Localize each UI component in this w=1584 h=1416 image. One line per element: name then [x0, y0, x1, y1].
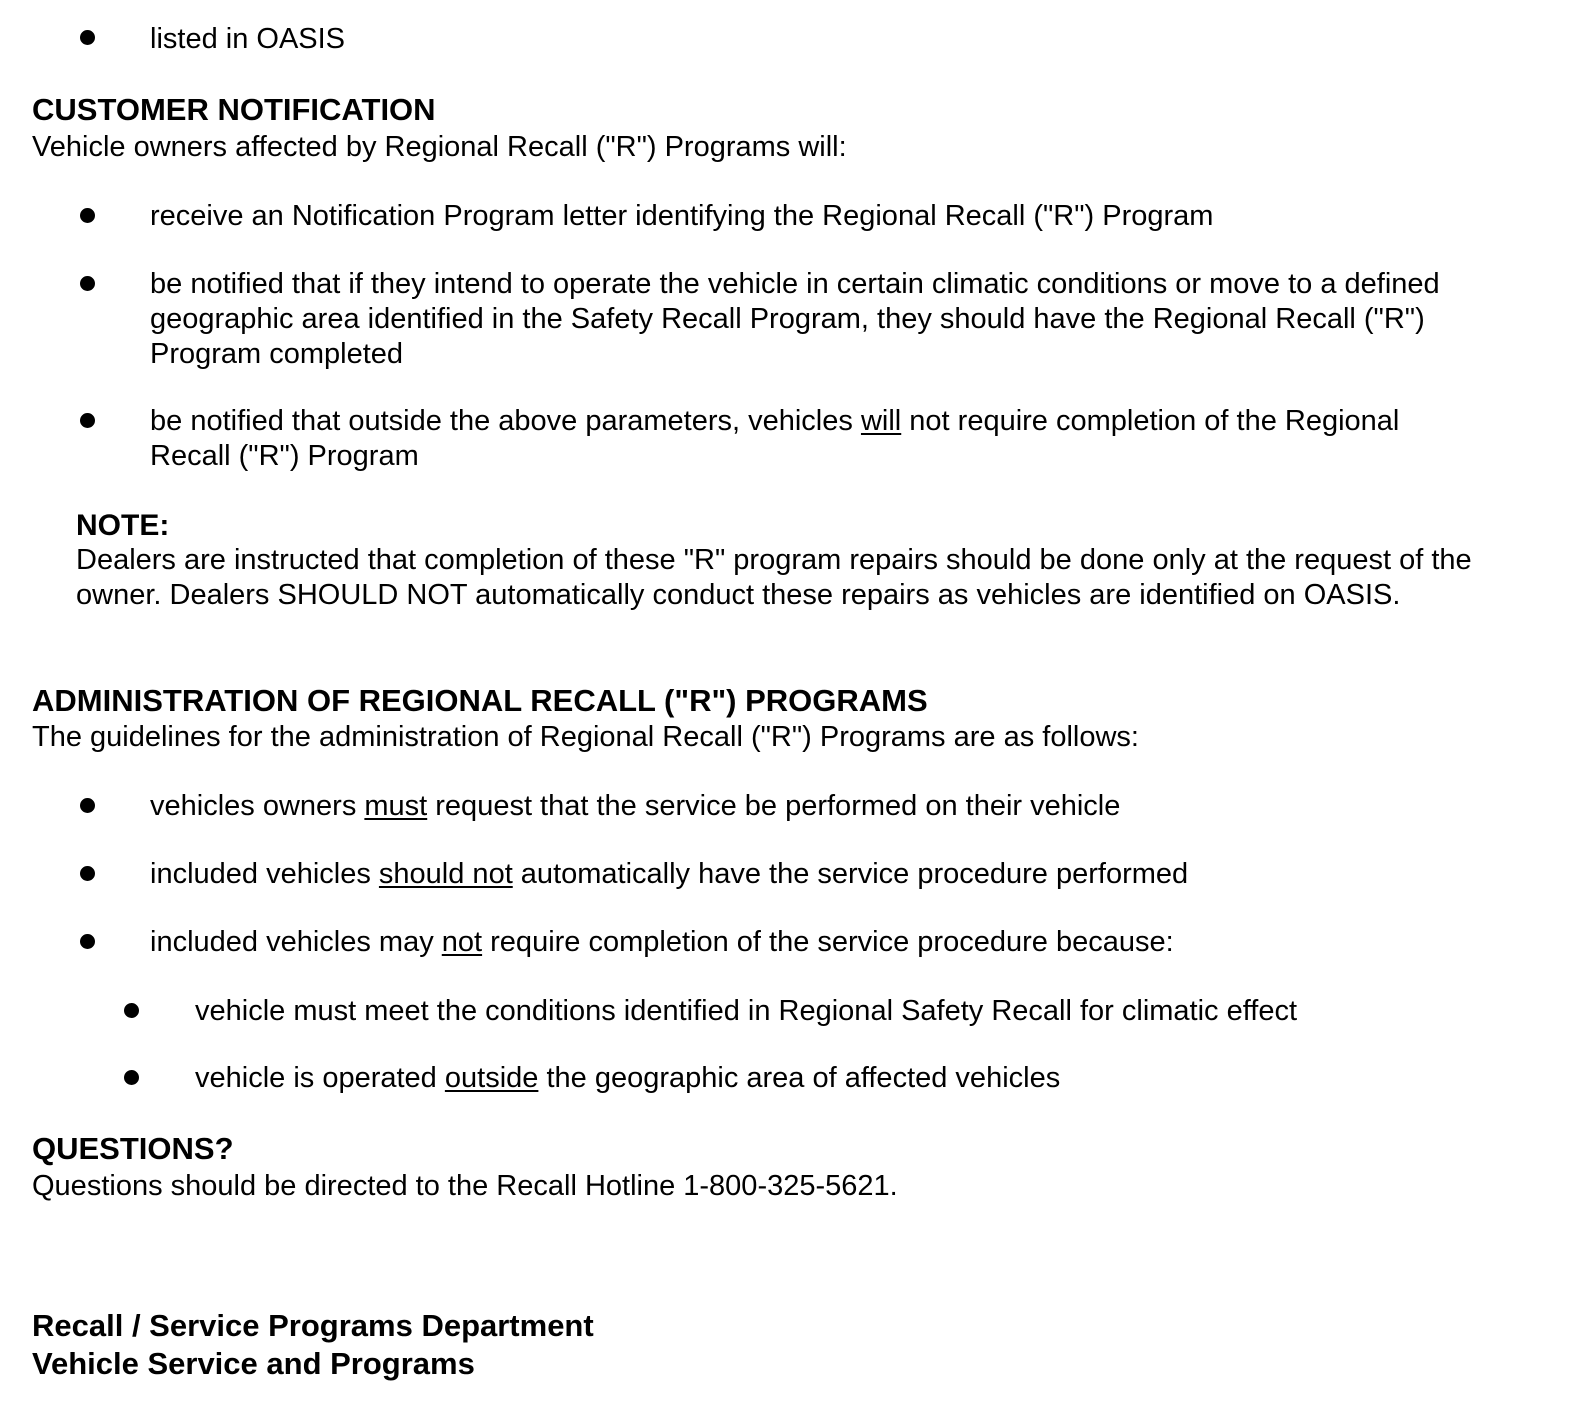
signature-division: Vehicle Service and Programs [32, 1346, 475, 1381]
bullet-dot [80, 30, 95, 45]
bullet-dot [80, 208, 95, 223]
questions-text: Questions should be directed to the Recall Hotline 1-800-325-5621. [32, 1170, 898, 1202]
emphasis-should-not: should not [378, 858, 513, 890]
bullet-dot [80, 413, 95, 428]
sub-bullet-dot [124, 1003, 139, 1018]
sub-bullet-text: vehicle must meet the conditions identified in Regional Safety Recall for climatic effect [195, 995, 1298, 1027]
bullet-text: included vehicles should not automatically have the service procedure performed [150, 858, 1189, 890]
questions-heading: QUESTIONS? [32, 1131, 234, 1166]
bullet-text: receive an Notification Program letter identifying the Regional Recall ("R") Program [150, 200, 1214, 232]
bullet-dot [80, 866, 95, 881]
emphasis-must: must [364, 790, 428, 822]
admin-bullet-2 [0, 857, 1584, 893]
customer-notification-intro: Vehicle owners affected by Regional Recall ("R") Programs will: [32, 131, 847, 163]
admin-sub-bullet-2 [0, 1061, 1584, 1097]
customer-bullet-2 [0, 267, 1584, 377]
emphasis-will: will [860, 405, 902, 437]
bullet-dot [80, 934, 95, 949]
bullet-dot [80, 276, 95, 291]
customer-bullet-3 [0, 404, 1584, 476]
administration-intro: The guidelines for the administration of Regional Recall ("R") Programs are as follows: [32, 721, 1139, 753]
note-text: Dealers are instructed that completion of these "R" program repairs should be done only at the request of the owner. Dealers SHOULD NOT automatically conduct these repairs as vehicles are identified on OASIS. [76, 544, 1472, 611]
admin-bullet-1 [0, 789, 1584, 825]
admin-sub-bullet-1 [0, 994, 1584, 1030]
admin-bullet-3 [0, 925, 1584, 961]
administration-heading: ADMINISTRATION OF REGIONAL RECALL ("R") PROGRAMS [32, 683, 928, 718]
note-label: NOTE: [76, 509, 170, 542]
sub-bullet-text: vehicle is operated outside the geographic area of affected vehicles [195, 1062, 1061, 1094]
sub-bullet-dot [124, 1070, 139, 1085]
bullet-listed-in-oasis [0, 22, 1584, 58]
bullet-text: be notified that outside the above parameters, vehicles will not require completion of the Regional Recall ("R") Program [150, 405, 1400, 472]
customer-bullet-1 [0, 199, 1584, 235]
signature-department: Recall / Service Programs Department [32, 1308, 594, 1343]
bullet-text: included vehicles may not require completion of the service procedure because: [150, 926, 1174, 958]
bullet-text: vehicles owners must request that the service be performed on their vehicle [150, 790, 1121, 822]
bullet-text: listed in OASIS [150, 23, 346, 55]
emphasis-outside: outside [444, 1062, 539, 1094]
emphasis-not: not [441, 926, 483, 958]
bullet-dot [80, 798, 95, 813]
bullet-text: be notified that if they intend to operate the vehicle in certain climatic conditions or move to a defined geographic area identified in the Safety Recall Program, they should have the Regional Recall ("R") Program completed [150, 268, 1440, 370]
customer-notification-heading: CUSTOMER NOTIFICATION [32, 92, 436, 127]
